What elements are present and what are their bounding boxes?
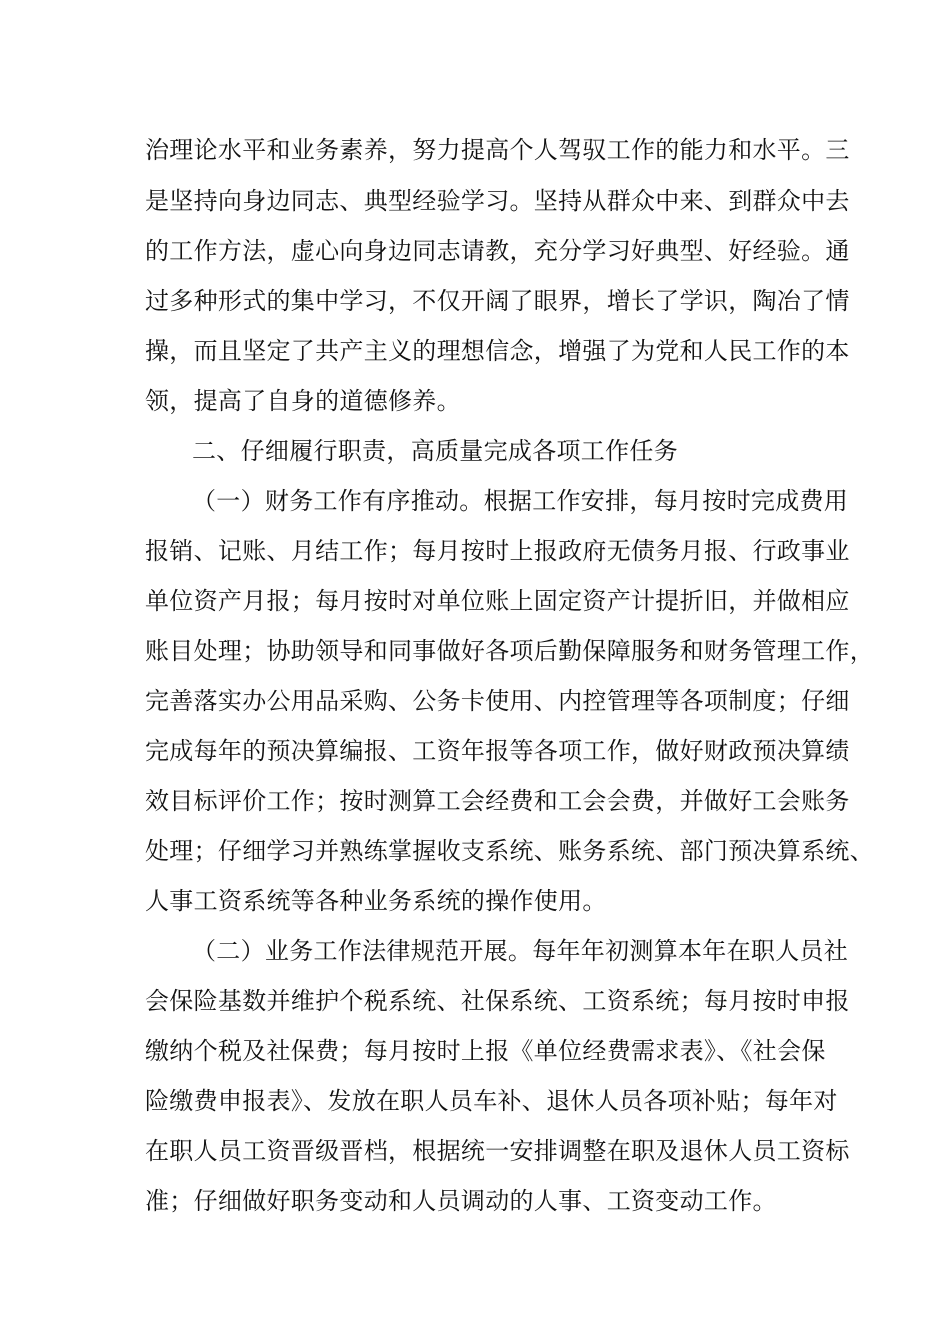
paragraph-line: 操，而且坚定了共产主义的理想信念，增强了为党和人民工作的本	[145, 337, 850, 365]
paragraph-first-line: （一）财务工作有序推动。根据工作安排，每月按时完成费用	[192, 487, 849, 515]
paragraph-line: 效目标评价工作；按时测算工会经费和工会会费，并做好工会账务	[145, 787, 850, 815]
paragraph-line: 缴纳个税及社保费；每月按时上报《单位经费需求表》、《社会保	[145, 1037, 826, 1065]
paragraph-line: 单位资产月报；每月按时对单位账上固定资产计提折旧，并做相应	[145, 587, 850, 615]
paragraph-first-line: （二）业务工作法律规范开展。每年年初测算本年在职人员社	[192, 937, 849, 965]
paragraph-line: 准；仔细做好职务变动和人员调动的人事、工资变动工作。	[145, 1187, 777, 1215]
paragraph-line: 人事工资系统等各种业务系统的操作使用。	[145, 887, 607, 915]
paragraph-line: 账目处理；协助领导和同事做好各项后勤保障服务和财务管理工作，	[145, 637, 874, 665]
paragraph-line: 在职人员工资晋级晋档，根据统一安排调整在职及退休人员工资标	[145, 1137, 850, 1165]
paragraph-line: 险缴费申报表》、发放在职人员车补、退休人员各项补贴；每年对	[145, 1087, 838, 1115]
paragraph-line: 处理；仔细学习并熟练掌握收支系统、账务系统、部门预决算系统、	[145, 837, 874, 865]
paragraph-line: 过多种形式的集中学习，不仅开阔了眼界，增长了学识，陶冶了情	[145, 287, 850, 315]
section-heading: 二、仔细履行职责，高质量完成各项工作任务	[192, 437, 678, 465]
paragraph-line: 是坚持向身边同志、典型经验学习。坚持从群众中来、到群众中去	[145, 187, 850, 215]
paragraph-line: 领，提高了自身的道德修养。	[145, 387, 461, 415]
paragraph-line: 会保险基数并维护个税系统、社保系统、工资系统；每月按时申报	[145, 987, 850, 1015]
paragraph-line: 完善落实办公用品采购、公务卡使用、内控管理等各项制度；仔细	[145, 687, 850, 715]
paragraph-line: 报销、记账、月结工作；每月按时上报政府无债务月报、行政事业	[145, 537, 850, 565]
paragraph-line: 治理论水平和业务素养，努力提高个人驾驭工作的能力和水平。三	[145, 136, 850, 164]
paragraph-line: 完成每年的预决算编报、工资年报等各项工作，做好财政预决算绩	[145, 737, 850, 765]
paragraph-line: 的工作方法，虚心向身边同志请教，充分学习好典型、好经验。通	[145, 237, 850, 265]
